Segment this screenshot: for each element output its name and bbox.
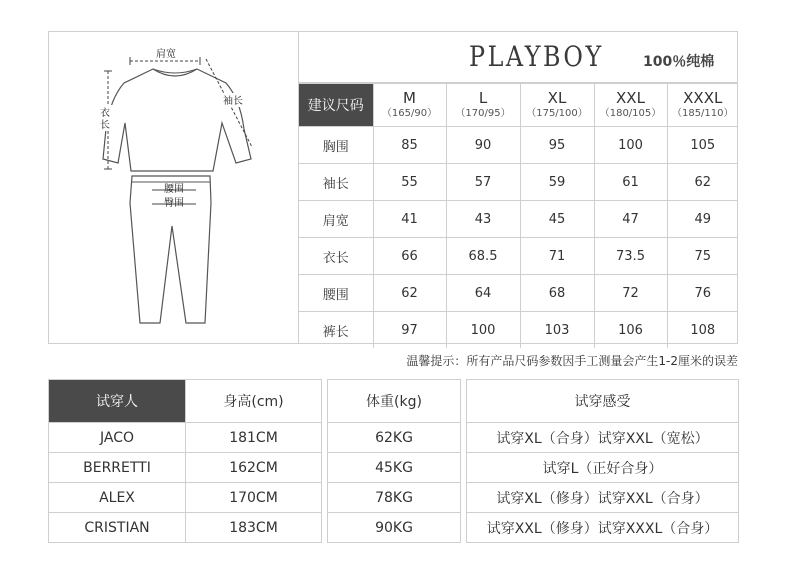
- table-row: [299, 127, 738, 164]
- table-cell: 68.5: [446, 238, 520, 275]
- material-label: 100％纯棉: [643, 54, 715, 70]
- wearer-weight: 45KG: [328, 453, 461, 483]
- wearer-name: JACO: [49, 423, 186, 453]
- table-cell: 85: [373, 127, 446, 164]
- header-height: 身高(cm): [186, 380, 322, 423]
- table-cell: 75: [667, 238, 738, 275]
- garment-illustration: [48, 31, 299, 344]
- table-cell: 106: [594, 312, 667, 349]
- size-col-xl: XL （175/100）: [520, 84, 594, 127]
- table-row: [49, 453, 739, 483]
- wearer-name: ALEX: [49, 483, 186, 513]
- table-cell: 49: [667, 201, 738, 238]
- wearer-height: 170CM: [186, 483, 322, 513]
- wearer-name: CRISTIAN: [49, 513, 186, 543]
- table-cell: 55: [373, 164, 446, 201]
- table-row: [49, 423, 739, 453]
- size-col-l: L （170/95）: [446, 84, 520, 127]
- table-cell: 57: [446, 164, 520, 201]
- wearer-weight: 90KG: [328, 513, 461, 543]
- header-wearer: 试穿人: [49, 380, 186, 423]
- table-cell: 76: [667, 275, 738, 312]
- size-col-m: M （165/90）: [373, 84, 446, 127]
- row-label: 腰围: [299, 275, 373, 312]
- wearer-weight: 78KG: [328, 483, 461, 513]
- table-row: [299, 164, 738, 201]
- table-row: [299, 238, 738, 275]
- shirt-outline: [103, 69, 251, 171]
- table-cell: 73.5: [594, 238, 667, 275]
- row-label: 肩宽: [299, 201, 373, 238]
- size-table: [299, 83, 738, 348]
- measurement-note: 温馨提示：所有产品尺码参数因手工测量会产生1-2厘米的误差: [406, 354, 738, 368]
- table-cell: 66: [373, 238, 446, 275]
- body-length-label-1: 衣: [100, 108, 110, 119]
- table-cell: 95: [520, 127, 594, 164]
- wearer-feeling: 试穿XL（修身）试穿XXL（合身）: [467, 483, 739, 513]
- table-row: [49, 483, 739, 513]
- brand-logo: PLAYBOY: [469, 40, 604, 73]
- table-cell: 43: [446, 201, 520, 238]
- table-row: [299, 312, 738, 349]
- table-cell: 68: [520, 275, 594, 312]
- table-cell: 62: [667, 164, 738, 201]
- wearer-feeling: 试穿XXL（修身）试穿XXXL（合身）: [467, 513, 739, 543]
- tryon-table: [48, 379, 739, 543]
- wearer-height: 183CM: [186, 513, 322, 543]
- table-cell: 45: [520, 201, 594, 238]
- table-cell: 61: [594, 164, 667, 201]
- table-cell: 100: [594, 127, 667, 164]
- wearer-weight: 62KG: [328, 423, 461, 453]
- sleeve-label: 袖长: [223, 96, 243, 107]
- size-recommend-label: 建议尺码: [299, 84, 373, 127]
- table-cell: 108: [667, 312, 738, 349]
- table-cell: 103: [520, 312, 594, 349]
- shoulder-label: 肩宽: [156, 49, 176, 60]
- hip-label: 臀围: [164, 198, 184, 209]
- wearer-feeling: 试穿XL（合身）试穿XXL（宽松）: [467, 423, 739, 453]
- wearer-feeling: 试穿L（正好合身）: [467, 453, 739, 483]
- wearer-height: 162CM: [186, 453, 322, 483]
- table-row: [299, 201, 738, 238]
- waist-label: 腰围: [164, 184, 184, 195]
- table-cell: 59: [520, 164, 594, 201]
- header-weight: 体重(kg): [328, 380, 461, 423]
- header-feeling: 试穿感受: [467, 380, 739, 423]
- table-row: [49, 513, 739, 543]
- table-cell: 90: [446, 127, 520, 164]
- wearer-name: BERRETTI: [49, 453, 186, 483]
- row-label: 胸围: [299, 127, 373, 164]
- table-cell: 100: [446, 312, 520, 349]
- table-cell: 97: [373, 312, 446, 349]
- tryon-table-header: [49, 380, 739, 423]
- table-cell: 41: [373, 201, 446, 238]
- size-table-header: [299, 84, 738, 127]
- garment-diagram: [48, 31, 298, 343]
- table-cell: 64: [446, 275, 520, 312]
- table-cell: 71: [520, 238, 594, 275]
- body-length-label-2: 长: [100, 120, 110, 131]
- table-cell: 72: [594, 275, 667, 312]
- row-label: 袖长: [299, 164, 373, 201]
- wearer-height: 181CM: [186, 423, 322, 453]
- size-col-xxxl: XXXL （185/110）: [667, 84, 738, 127]
- table-row: [299, 275, 738, 312]
- table-cell: 47: [594, 201, 667, 238]
- table-cell: 105: [667, 127, 738, 164]
- size-col-xxl: XXL （180/105）: [594, 84, 667, 127]
- brand-header: [299, 31, 738, 83]
- table-cell: 62: [373, 275, 446, 312]
- row-label: 衣长: [299, 238, 373, 275]
- row-label: 裤长: [299, 312, 373, 349]
